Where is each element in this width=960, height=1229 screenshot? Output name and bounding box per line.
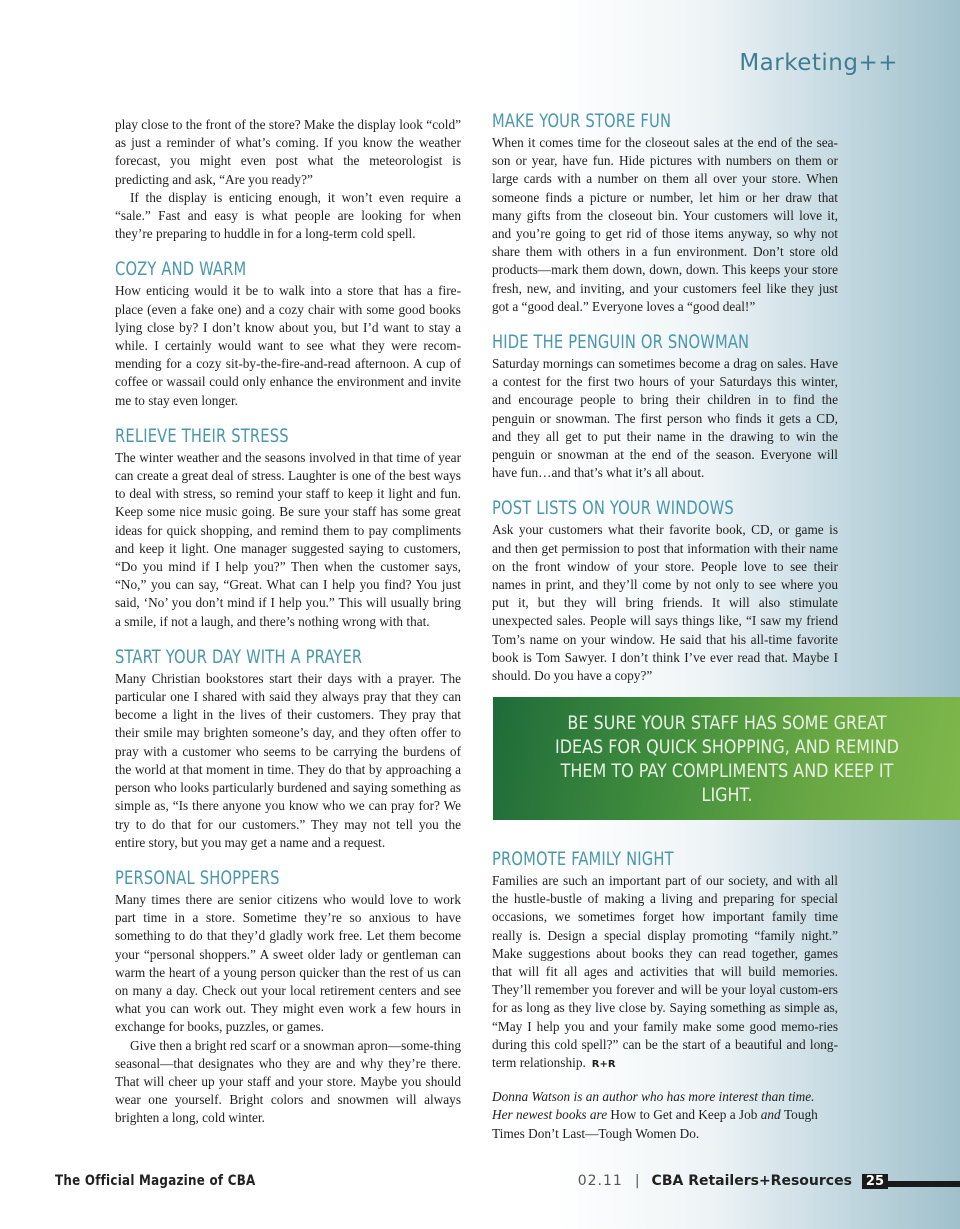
right-column-upper xyxy=(492,110,838,685)
section-heading: START YOUR DAY WITH A PRAYER xyxy=(115,645,363,668)
section-heading: POST LISTS ON YOUR WINDOWS xyxy=(492,497,734,520)
section-paragraph: The winter weather and the seasons involved in that time of year can create a great deal of stress. Laughter is one of the best ways to deal with stress, so remind your staff to keep it light and fun. Keep some nice music going. Be sure your staff has some great ideas for quick shopping, and remind them to pay compliments and keep it light. One manager suggested saying to customers, “Do you mind if I help you?” Then when the customer says, “No,” you can say, “Great. What can I help you find? You just said, ‘No’ you don’t mind if I help you.” This will usually bring a smile, if not a laugh, and there’s nothing wrong with that. xyxy=(115,449,461,629)
section-heading: HIDE THE PENGUIN OR SNOWMAN xyxy=(492,331,750,354)
intro-paragraph: If the display is enticing enough, it won’t even require a “sale.” Fast and easy is what people are looking for when they’re preparing to huddle in for a long-term cold spell. xyxy=(115,189,461,242)
section-heading: MAKE YOUR STORE FUN xyxy=(492,110,672,132)
section-paragraph: When it comes time for the closeout sales at the end of the sea-son or year, have fun. Hide pictures with numbers on them or large cards with a number on them all over your store. When someone finds a picture or number, let him or her draw that many gifts from the closeout bin. Your customers will love it, and you’re going to get rid of those items anyway, so why not share them with others in a fun environment. Don’t store old products—mark them down, down, down. This keeps your store fresh, new, and inviting, and your customers feel like they just got a “good deal.” Everyone loves a “good deal!” xyxy=(492,135,838,314)
left-column xyxy=(115,116,461,1128)
section-paragraph xyxy=(492,872,838,1074)
footer-separator: | xyxy=(634,1173,640,1189)
author-bio xyxy=(492,1088,838,1143)
page-footer xyxy=(0,1173,960,1193)
bio-text: Donna Watson is an author who has more interest than time. Her newest books are xyxy=(492,1089,815,1123)
bio-text: and xyxy=(757,1107,784,1123)
intro-paragraph: play close to the front of the store? Make the display look “cold” as just a reminder of what’s coming. If you know the weather forecast, you might even post what the meteorologist is predicting and ask, “Are you ready?” xyxy=(115,117,461,187)
footer-bar-decoration xyxy=(888,1181,960,1187)
page-number: 25 xyxy=(862,1174,888,1189)
book-title: Tough Times Don’t Last—Tough Women Do. xyxy=(492,1107,818,1141)
pull-quote-box xyxy=(493,697,960,820)
section-paragraph: How enticing would it be to walk into a store that has a fire-place (even a fake one) and a cozy chair with some good books lying close by? I don’t know about you, but I’d want to stay a while. I certainly would want to see what they were recom-mending for a cozy sit-by-the-fire-and-read afternoon. A cup of coffee or wassail could only enhance the environment and invite me to stay even longer. xyxy=(115,283,461,408)
book-title: How to Get and Keep a Job xyxy=(610,1107,758,1123)
pull-quote-text: BE SURE YOUR STAFF HAS SOME GREAT IDEAS FOR QUICK SHOPPING, AND REMIND THEM TO PAY COMPLIMENTS AND KEEP IT LIGHT. xyxy=(554,711,899,806)
section-paragraph: Many Christian bookstores start their days with a prayer. The particular one I shared with said they always pray that they can become a light in the lives of their customers. They pray that their smile may brighten someone’s day, and they often offer to pray with a customer who seems to be carrying the burdens of the world at that moment in time. They do that by approaching a person who looks particularly burdened and saying something as simple as, “Is there anyone you know who we can pray for? We try to do that for our customers.” They may not tell you the entire story, but you may get a name and a request. xyxy=(115,670,461,850)
section-heading: RELIEVE THEIR STRESS xyxy=(115,424,289,447)
section-heading: COZY AND WARM xyxy=(115,258,247,281)
footer-issue-date: 02.11 xyxy=(577,1173,623,1189)
family-paragraph-text: Families are such an important part of our society, and with all the hustle-bustle of making a living and preparing for special occasions, we sometimes forget how important family time really is. Design a special display promoting “family night.” Make suggestions about books they can read together, games that will fit all ages and activities that will build memories. They’ll remember you forever and will be your loyal custom-ers for as long as they live close by. Saying something as simple as, “May I help you and your family make some good memo-ries during this cold spell?” can be the start of a beautiful and long-term relationship. xyxy=(492,873,838,1071)
section-paragraph: Many times there are senior citizens who would love to work part time in a store. Sometime they’re so anxious to have something to do that they’d gladly work free. Let them become your “personal shoppers.” A sweet older lady or gentleman can warm the heart of a young person quicker than the rest of us can on many a day. Check out your local retirement centers and see what you can work out. They might even work a few hours in exchange for books, puzzles, or games. xyxy=(115,891,461,1035)
section-label: Marketing++ xyxy=(739,50,898,76)
section-paragraph: Saturday mornings can sometimes become a drag on sales. Have a contest for the first two hours of your Saturdays this winter, and encourage people to bring their children in to find the penguin or snowman. The first person who finds it gets a CD, and they all get to put their name in the drawing to win the penguin or snowman at the end of the season. Everyone will have fun…and that’s what it’s all about. xyxy=(492,356,838,481)
section-heading: PERSONAL SHOPPERS xyxy=(115,866,280,889)
section-paragraph: Give then a bright red scarf or a snowman apron—some-thing seasonal—that designates who they are and why they’re there. That will cheer up your staff and your store. Maybe you should wear one yourself. Bright colors and snowmen will always brighten a long, cold winter. xyxy=(115,1037,461,1126)
right-column-lower xyxy=(492,848,838,1143)
section-heading: PROMOTE FAMILY NIGHT xyxy=(492,848,674,870)
footer-magazine-tagline: The Official Magazine of CBA xyxy=(55,1173,256,1189)
footer-right-block xyxy=(578,1173,888,1189)
signoff-mark: R+R xyxy=(591,1059,616,1071)
section-paragraph: Ask your customers what their favorite book, CD, or game is and then get permission to post that information with their name on the front window of your store. People love to see their names in print, and they’ll come by not only to see where you put it, but they will bring friends. It will also stimulate unexpected sales. People will says things like, “I saw my friend Tom’s name on your window. He said that his all-time favorite book is Tom Sawyer. I don’t think I’ve ever read that. Maybe I should. Do you have a copy?” xyxy=(492,522,838,684)
footer-magazine-name: CBA Retailers+Resources xyxy=(651,1173,852,1189)
